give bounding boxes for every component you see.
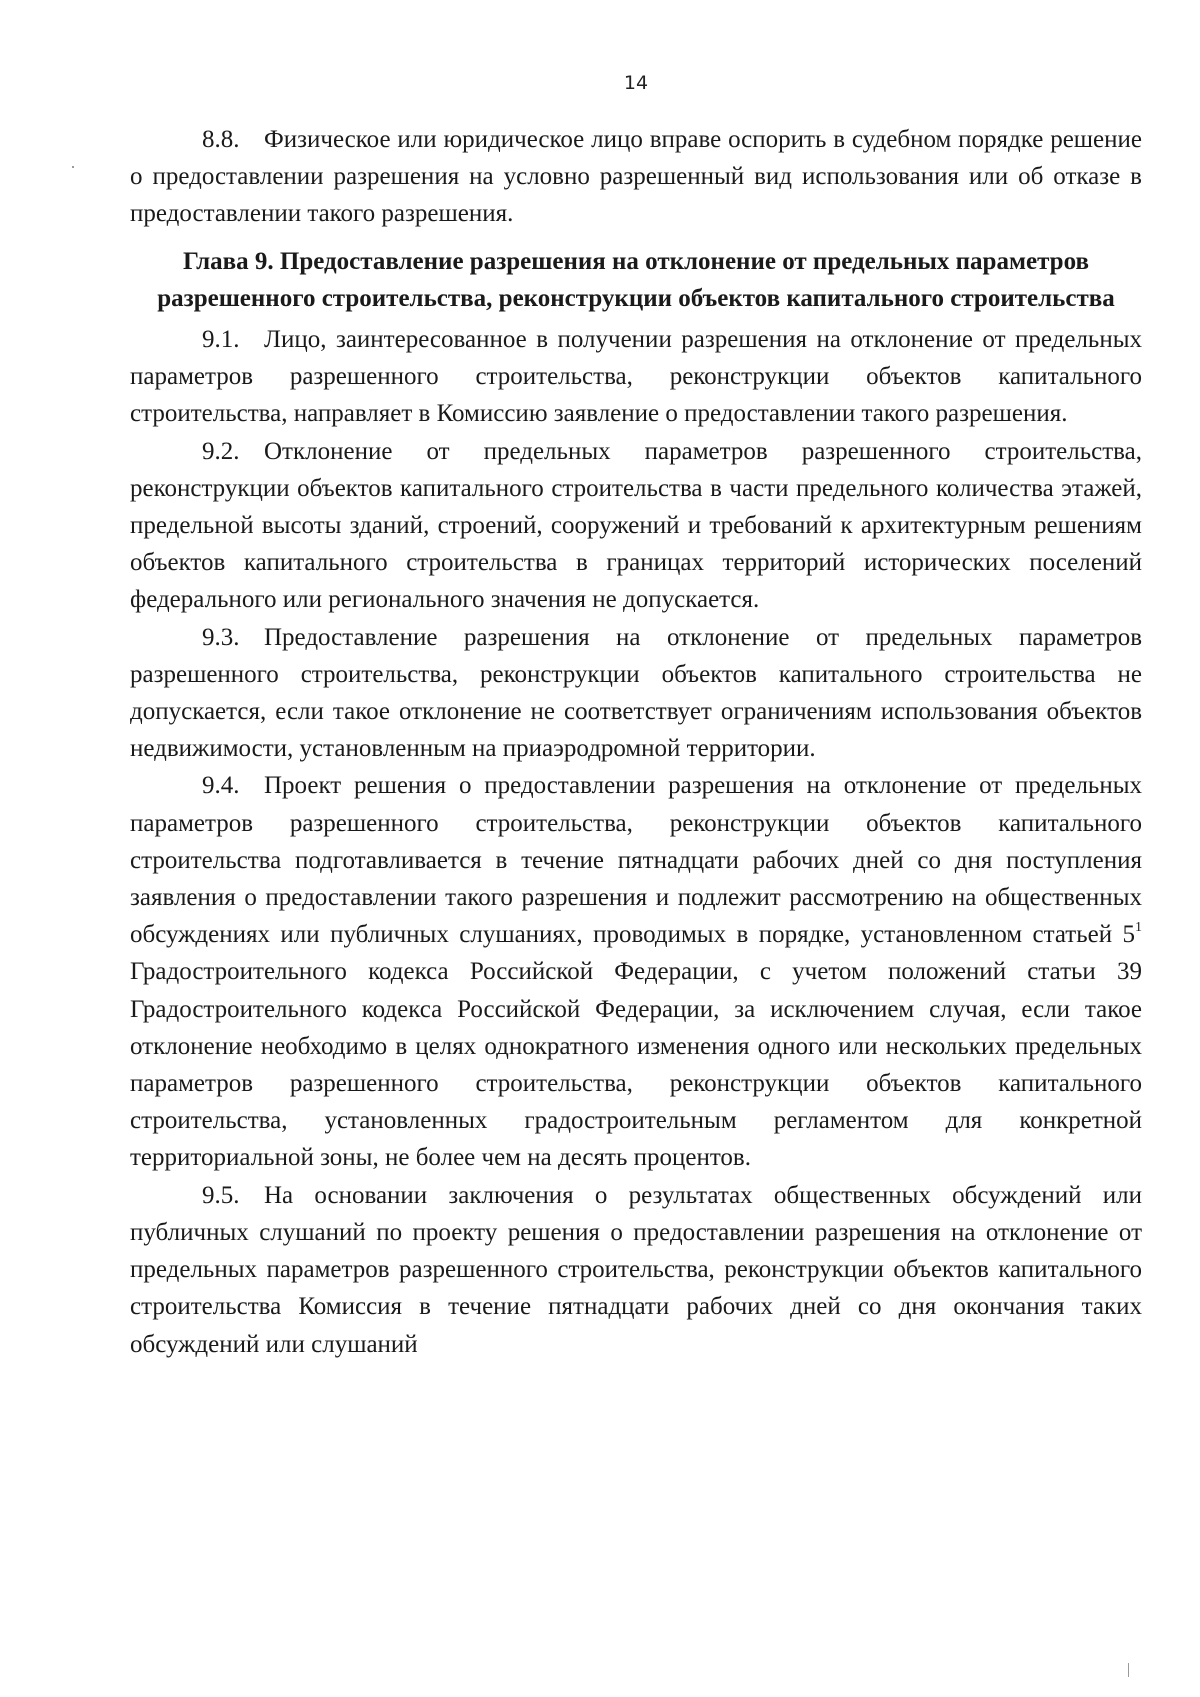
paragraph-text: Лицо, заинтересованное в получении разрешения на отклонение от предельных параметров разрешенного строительства, реконструкции объектов капитального строительства, направляет в Комиссию заявление о предоставлении такого разрешения.: [130, 326, 1142, 428]
paragraph-9-3: [130, 619, 1142, 768]
paragraph-number: 8.8.: [202, 126, 240, 153]
page-number: 14: [623, 72, 649, 94]
paragraph-text-after: Градостроительного кодекса Российской Федерации, с учетом положений статьи 39 Градостроительного кодекса Российской Федерации, за исключением случая, если такое отклонение необходимо в целях однократного изменения одного или нескольких предельных параметров разрешенного строительства, реконструкции объектов капитального строительства, установленных градостроительным регламентом для конкретной территориальной зоны, не более чем на десять процентов.: [130, 958, 1142, 1172]
paragraph-text: На основании заключения о результатах общественных обсуждений или публичных слушаний по проекту решения о предоставлении разрешения на отклонение от предельных параметров разрешенного строительства, реконструкции объектов капитального строительства Комиссия в течение пятнадцати рабочих дней со дня окончания таких обсуждений или слушаний: [130, 1181, 1142, 1358]
paragraph-text-before: Проект решения о предоставлении разрешения на отклонение от предельных параметров разрешенного строительства, реконструкции объектов капитального строительства подготавливается в течение пятнадцати рабочих дней со дня поступления заявления о предоставлении такого разрешения и подлежит рассмотрению на общественных обсуждениях или публичных слушаниях, проводимых в порядке, установленном статьей 5: [130, 772, 1142, 949]
document-body: [130, 121, 1142, 1363]
paragraph-number: 9.2.: [202, 437, 240, 465]
paragraph-number: 9.1.: [202, 326, 240, 354]
paragraph-text: Физическое или юридическое лицо вправе оспорить в судебном порядке решение о предоставлении разрешения на условно разрешенный вид использования или об отказе в предоставлении такого разрешения.: [130, 126, 1142, 228]
paragraph-8-8: [130, 121, 1142, 233]
document-page: [130, 0, 1142, 1697]
paragraph-9-4: [130, 767, 1142, 1176]
paragraph-9-1: [130, 321, 1142, 433]
superscript: 1: [1135, 920, 1142, 936]
paragraph-text: Отклонение от предельных параметров разрешенного строительства, реконструкции объектов капитального строительства в части предельного количества этажей, предельной высоты зданий, строений, сооружений и требований к архитектурным решениям объектов капитального строительства в границах территорий исторических поселений федерального или регионального значения не допускается.: [130, 437, 1142, 614]
paragraph-number: 9.5.: [202, 1181, 240, 1209]
scan-speck: [1128, 1663, 1129, 1677]
paragraph-text: Предоставление разрешения на отклонение от предельных параметров разрешенного строительства, реконструкции объектов капитального строительства не допускается, если такое отклонение не соответствует ограничениям использования объектов недвижимости, установленным на приаэродромной территории.: [130, 623, 1142, 763]
paragraph-9-5: [130, 1177, 1142, 1363]
paragraph-number: 9.4.: [202, 772, 240, 800]
scan-speck: [72, 166, 74, 168]
chapter-title: Глава 9. Предоставление разрешения на отклонение от предельных параметров разрешенного строительства, реконструкции объектов капитального строительства: [157, 247, 1115, 312]
paragraph-9-2: [130, 433, 1142, 619]
paragraph-number: 9.3.: [202, 623, 240, 651]
